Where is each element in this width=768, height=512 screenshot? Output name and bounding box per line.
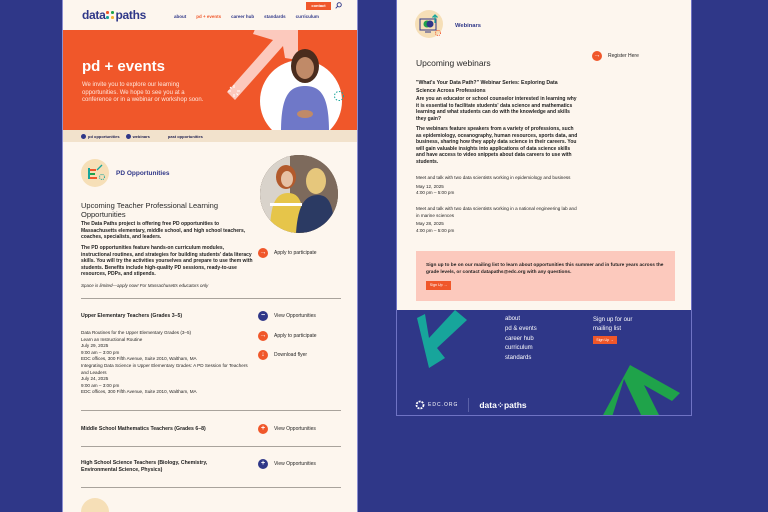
- subnav-label: webinars: [132, 133, 150, 139]
- divider: [81, 446, 341, 447]
- view-opportunities-upper-elementary[interactable]: [258, 311, 316, 321]
- footer-link-pd-events[interactable]: pd & events: [505, 325, 537, 332]
- hero-description: We invite you to explore our learning opportunities. We hope to see you at a conference or in a webinar or workshop soon.: [82, 82, 204, 103]
- divider: [81, 487, 341, 488]
- session-time: 4:00 pm – 5:00 pm: [416, 190, 455, 195]
- plus-icon: +: [258, 424, 268, 434]
- event-item: [81, 330, 256, 363]
- arrow-right-icon: →: [593, 52, 601, 59]
- logo-text-right: paths: [115, 8, 146, 22]
- event-location: EDC offices, 300 Fifth Avenue, Suite 2010, Waltham, MA: [81, 356, 197, 361]
- divider: [81, 298, 341, 299]
- arrow-icon: [81, 134, 86, 139]
- pd-events-page: [62, 0, 358, 512]
- event-title: Integrating Data Science in Upper Elementary Grades: A PD Session for Teachers and Leaders: [81, 363, 248, 375]
- nav-career-hub[interactable]: career hub: [231, 14, 255, 19]
- signup-button[interactable]: Sign Up →: [426, 281, 451, 290]
- subnav: [63, 130, 357, 142]
- footer-datapaths-logo[interactable]: [479, 400, 526, 411]
- action-label: Download flyer: [274, 352, 308, 358]
- nav-pd-events[interactable]: pd + events: [196, 14, 222, 19]
- event-time: 9:00 am – 3:00 pm: [81, 349, 120, 355]
- sparkle-icon: [228, 85, 240, 97]
- action-label: Apply to participate: [274, 250, 317, 256]
- event-time: 9:00 am – 3:00 pm: [81, 382, 120, 388]
- webinars-heading: Upcoming webinars: [416, 58, 491, 68]
- pd-heading: Upcoming Teacher Professional Learning Opportunities: [81, 201, 219, 219]
- page-title: pd + events: [82, 58, 165, 75]
- footer-logos: [415, 398, 527, 412]
- download-icon: ↓: [258, 350, 268, 360]
- webinar-session: [416, 175, 578, 197]
- site-header: [63, 0, 357, 28]
- webinar-para-1: Are you an educator or school counselor interested in learning why it is essential to facilitate students' data science and mathematics learning and what students can do with the knowledge and skills they gain?: [416, 96, 577, 122]
- pd-section-title: PD Opportunities: [116, 170, 170, 177]
- nav-about[interactable]: about: [174, 14, 187, 19]
- footer-link-career-hub[interactable]: career hub: [505, 335, 534, 342]
- pd-para-1: The Data Paths project is offering free PD opportunities to Massachusetts elementary, middle school, and high school teachers, coaches, specialists, and leaders.: [81, 221, 246, 241]
- webinars-section-title: Webinars: [455, 23, 481, 29]
- action-label: View Opportunities: [274, 426, 316, 432]
- webinar-monitor-icon: [81, 498, 109, 512]
- subnav-label: pd opportunities: [88, 133, 120, 139]
- main-nav: [174, 14, 319, 19]
- divider: [81, 410, 341, 411]
- footer-signup-button[interactable]: Sign Up →: [593, 336, 617, 344]
- group-title-upper-elementary[interactable]: Upper Elementary Teachers (Grades 3–5): [81, 313, 183, 319]
- session-date: May 12, 2025: [416, 183, 444, 189]
- search-icon[interactable]: [335, 2, 342, 9]
- webinar-para-2: The webinars feature speakers from a variety of professions, such as epidemiology, oceanography, human resources, sports data, and business, sharing how they apply data science in their careers. You will gain valuable insights into applications of data science skills and have access to video snippets about data careers to use with students.: [416, 126, 578, 165]
- footer-link-about[interactable]: about: [505, 316, 521, 322]
- edc-label: EDC.ORG: [428, 402, 459, 408]
- subnav-label: past opportunities: [167, 133, 203, 139]
- webinars-page: [396, 0, 692, 416]
- action-label: View Opportunities: [274, 461, 316, 467]
- register-here-link[interactable]: [592, 51, 639, 61]
- sparkle-icon-teal: [333, 90, 345, 102]
- webinar-session: [416, 206, 581, 234]
- footer-links: [505, 315, 537, 364]
- group-title-high-school[interactable]: High School Science Teachers (Biology, Chemistry, Environmental Science, Physics): [81, 460, 208, 473]
- contact-button[interactable]: contact: [306, 2, 331, 10]
- action-label: View Opportunities: [274, 313, 316, 319]
- event-date: July 29, 2025: [81, 343, 109, 348]
- footer-link-curriculum[interactable]: curriculum: [505, 345, 533, 352]
- teal-arrow-graphic: [415, 310, 470, 370]
- subnav-webinars[interactable]: [126, 134, 150, 139]
- footer-link-standards[interactable]: standards: [505, 355, 532, 362]
- session-desc: Meet and talk with two data scientists working in a national engineering lab and in marine sciences: [416, 206, 577, 218]
- session-time: 4:00 pm – 5:00 pm: [416, 227, 455, 233]
- mailing-list-box: [416, 251, 675, 301]
- logo-text-left: data: [479, 399, 497, 410]
- logo-text-right: paths: [503, 399, 527, 410]
- mailing-list-text: Sign up to be on our mailing list to learn about opportunities this summer and in future years across the grade levels, or contact datapaths@edc.org with any questions.: [426, 263, 664, 275]
- hero-banner: [63, 30, 357, 130]
- pd-note: Space is limited—apply now! For Massachusetts educators only: [81, 283, 209, 288]
- edc-logo[interactable]: [415, 400, 458, 410]
- event-subtitle: Learn an Instructional Routine: [81, 336, 143, 342]
- logo-text-left: data: [82, 8, 106, 22]
- action-label: Apply to participate: [274, 333, 317, 339]
- minus-icon: −: [258, 311, 268, 321]
- arrow-right-icon: →: [259, 332, 267, 339]
- pd-photo: [260, 155, 338, 233]
- view-opportunities-middle-school[interactable]: [258, 424, 316, 434]
- view-opportunities-high-school[interactable]: [258, 459, 316, 469]
- logo-dots-icon: [106, 11, 114, 19]
- session-date: May 28, 2025: [416, 221, 444, 226]
- arrow-right-icon: →: [259, 249, 267, 256]
- pd-para-2: The PD opportunities feature hands-on curriculum modules, instructional routines, and strategies for building students' data literacy skills. You will try the activities yourselves and prepare to use them with students. Benefits include high-quality PD sessions, ready-to-use resources, PDPs, and stipends.: [81, 245, 253, 278]
- edc-logo-icon: [415, 400, 425, 410]
- event-date: July 24, 2025: [81, 376, 109, 381]
- webinar-series-title: "What's Your Data Path?" Webinar Series: Exploring Data Science Across Professions: [416, 80, 558, 94]
- separator: [468, 398, 469, 412]
- plus-icon: +: [258, 459, 268, 469]
- arrow-icon: [126, 134, 131, 139]
- hero-person-photo: [273, 46, 337, 130]
- download-flyer-link[interactable]: [258, 350, 307, 360]
- subnav-past-opportunities[interactable]: [168, 134, 203, 139]
- nav-standards[interactable]: standards: [264, 14, 286, 19]
- site-footer: [397, 310, 691, 416]
- action-label: Register Here: [608, 53, 639, 59]
- event-location: EDC offices, 300 Fifth Avenue, Suite 2010, Waltham, MA: [81, 389, 197, 394]
- subnav-pd-opportunities[interactable]: [81, 134, 120, 139]
- logo-dots-icon: ⁘: [496, 399, 504, 410]
- footer-signup-heading: Sign up for our mailing list: [593, 317, 633, 332]
- green-arrow-graphic: [602, 365, 682, 416]
- apply-to-participate-link[interactable]: [258, 248, 317, 258]
- datapaths-logo[interactable]: [82, 8, 146, 22]
- group-title-middle-school[interactable]: Middle School Mathematics Teachers (Grades 6–8): [81, 426, 206, 432]
- pd-chart-icon: [81, 159, 109, 187]
- webinar-monitor-icon: [415, 10, 443, 38]
- event-title: Data Routines for the Upper Elementary Grades (3–5): [81, 330, 192, 335]
- session-desc: Meet and talk with two data scientists working in epidemiology and business: [416, 175, 571, 180]
- apply-to-participate-upper-elementary[interactable]: [258, 331, 317, 341]
- event-item: [81, 363, 256, 396]
- nav-curriculum[interactable]: curriculum: [295, 14, 319, 19]
